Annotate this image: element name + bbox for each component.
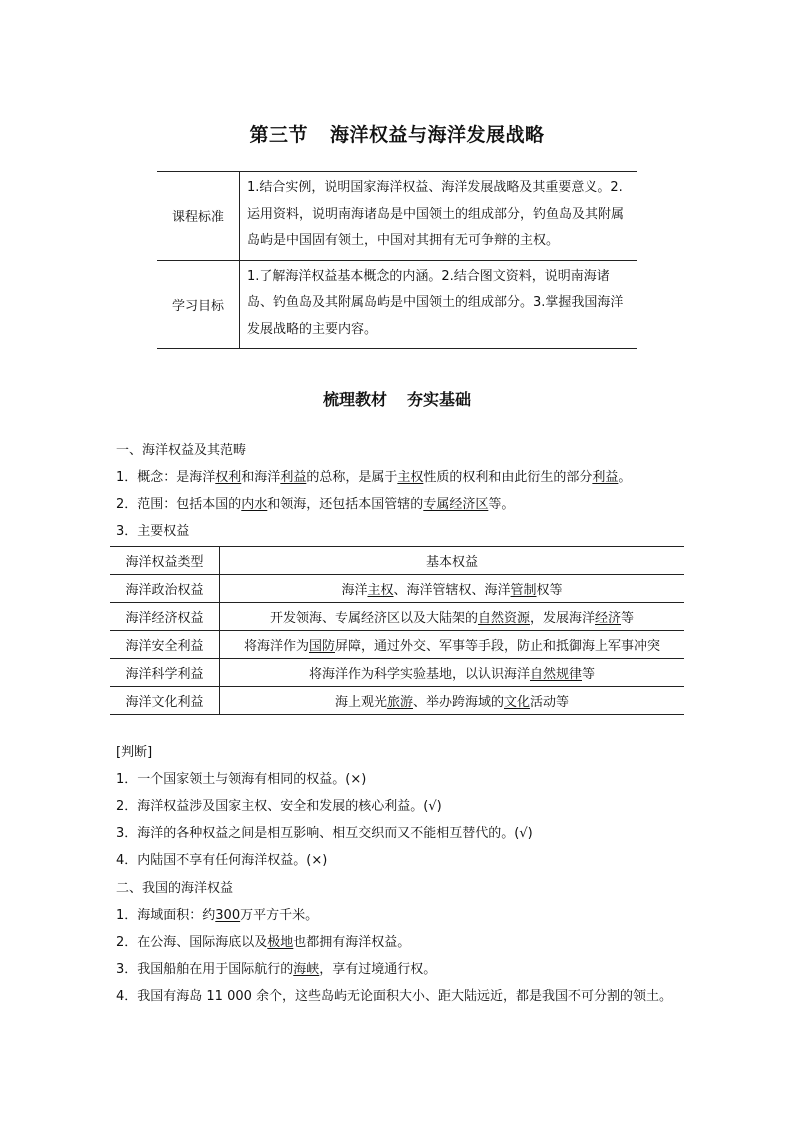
part2-heading: 二、我国的海洋权益 <box>116 881 234 896</box>
text-run: 2．在公海、国际海底以及 <box>116 935 268 950</box>
answer-blank: 利益 <box>592 470 619 485</box>
header-cell-content: 基本权益 <box>220 547 685 575</box>
section-heading-part1: 梳理教材 <box>322 390 387 409</box>
table-row <box>110 687 684 715</box>
answer-blank: 权利 <box>215 470 242 485</box>
text-run: 屏障，通过外交、军事等手段，防止和抵御海上军事冲突 <box>335 639 661 654</box>
answer-blank: 国防 <box>308 639 335 654</box>
section-heading <box>0 387 794 410</box>
row-type-cell: 海洋科学利益 <box>110 659 220 687</box>
title-section-number: 第三节 <box>249 124 308 146</box>
row-type-cell: 海洋经济权益 <box>110 603 220 631</box>
text-run: 等 <box>621 611 635 626</box>
text-run: 、海洋管辖权、海洋 <box>393 583 511 598</box>
answer-blank: 专属经济区 <box>423 497 489 512</box>
text-run: 权等 <box>536 583 563 598</box>
standards-row <box>157 172 637 261</box>
table-row <box>110 659 684 687</box>
title-text: 海洋权益与海洋发展战略 <box>330 124 545 146</box>
part1-item-main-rights: 3．主要权益 <box>116 524 190 539</box>
text-run: 开发领海、专属经济区以及大陆架的 <box>269 611 478 626</box>
standards-row-text: 1.结合实例，说明国家海洋权益、海洋发展战略及其重要意义。2.运用资料，说明南海诸岛是中国领土的组成部分，钓鱼岛及其附属岛屿是中国固有领土，中国对其拥有无可争辩的主权。 <box>240 172 638 261</box>
page-title <box>0 120 794 147</box>
table-row <box>110 575 684 603</box>
row-content-cell <box>220 603 685 631</box>
answer-blank: 利益 <box>280 470 307 485</box>
row-type-cell: 海洋安全利益 <box>110 631 220 659</box>
objectives-row-text: 1.了解海洋权益基本概念的内涵。2.结合图文资料，说明南海诸岛、钓鱼岛及其附属岛屿是中国领土的组成部分。3.掌握我国海洋发展战略的主要内容。 <box>240 260 638 349</box>
row-type-cell: 海洋文化利益 <box>110 687 220 715</box>
answer-blank: 文化 <box>504 695 531 710</box>
text-run: 和海洋 <box>241 470 281 485</box>
answer-blank: 300 <box>215 908 241 923</box>
table-row <box>110 631 684 659</box>
judge-item: 4．内陆国不享有任何海洋权益。(×) <box>116 853 328 868</box>
text-run: 性质的权利和由此衍生的部分 <box>423 470 593 485</box>
part1-heading: 一、海洋权益及其范畴 <box>116 443 247 458</box>
part2-item-strait <box>116 958 436 977</box>
answer-blank: 极地 <box>267 935 294 950</box>
text-run: 也都拥有海洋权益。 <box>293 935 411 950</box>
part2-item-islands: 4．我国有海岛 11 000 余个，这些岛屿无论面积大小、距大陆远近，都是我国不可分割的领土。 <box>116 989 673 1004</box>
text-run: ，享有过境通行权。 <box>319 962 437 977</box>
text-run: 的总称，是属于 <box>306 470 398 485</box>
text-run: 1．海域面积：约 <box>116 908 216 923</box>
text-run: 海洋 <box>341 583 368 598</box>
section-heading-part2: 夯实基础 <box>407 390 472 409</box>
objectives-row-label: 学习目标 <box>157 260 240 349</box>
judge-label: [判断] <box>116 745 153 760</box>
text-run: 将海洋作为 <box>243 639 309 654</box>
text-run: 等 <box>582 667 596 682</box>
answer-blank: 主权 <box>367 583 394 598</box>
part2-item-area <box>116 904 318 923</box>
answer-blank: 主权 <box>397 470 424 485</box>
text-run: 3．我国船舶在用于国际航行的 <box>116 962 294 977</box>
text-run: 将海洋作为科学实验基地，以认识海洋 <box>308 667 530 682</box>
header-cell-type: 海洋权益类型 <box>110 547 220 575</box>
text-run: ，发展海洋 <box>529 611 595 626</box>
text-run: 万平方千米。 <box>240 908 319 923</box>
judge-item: 2．海洋权益涉及国家主权、安全和发展的核心利益。(√) <box>116 799 442 814</box>
part1-item-scope <box>116 493 514 512</box>
text-run: 1．概念：是海洋 <box>116 470 216 485</box>
text-run: 2．范围：包括本国的 <box>116 497 242 512</box>
text-run: 和领海，还包括本国管辖的 <box>267 497 424 512</box>
judge-item: 3．海洋的各种权益之间是相互影响、相互交织而又不能相互替代的。(√) <box>116 826 533 841</box>
rights-table-header <box>110 547 684 575</box>
answer-blank: 自然资源 <box>477 611 530 626</box>
answer-blank: 内水 <box>241 497 268 512</box>
objectives-row <box>157 260 637 349</box>
answer-blank: 自然规律 <box>529 667 582 682</box>
standards-row-label: 课程标准 <box>157 172 240 261</box>
standards-table <box>157 171 637 349</box>
text-run: 活动等 <box>530 695 570 710</box>
row-content-cell <box>220 631 685 659</box>
text-run: 。 <box>618 470 632 485</box>
row-content-cell <box>220 659 685 687</box>
part1-item-concept <box>116 466 631 485</box>
row-content-cell <box>220 575 685 603</box>
answer-blank: 经济 <box>595 611 622 626</box>
text-run: 海上观光 <box>334 695 387 710</box>
text-run: 等。 <box>488 497 515 512</box>
row-content-cell <box>220 687 685 715</box>
row-type-cell: 海洋政治权益 <box>110 575 220 603</box>
table-row <box>110 603 684 631</box>
rights-table <box>110 546 684 715</box>
text-run: 、举办跨海域的 <box>412 695 504 710</box>
answer-blank: 海峡 <box>293 962 320 977</box>
part2-item-high-seas <box>116 931 410 950</box>
answer-blank: 管制 <box>510 583 537 598</box>
judge-item: 1．一个国家领土与领海有相同的权益。(×) <box>116 772 367 787</box>
answer-blank: 旅游 <box>386 695 413 710</box>
